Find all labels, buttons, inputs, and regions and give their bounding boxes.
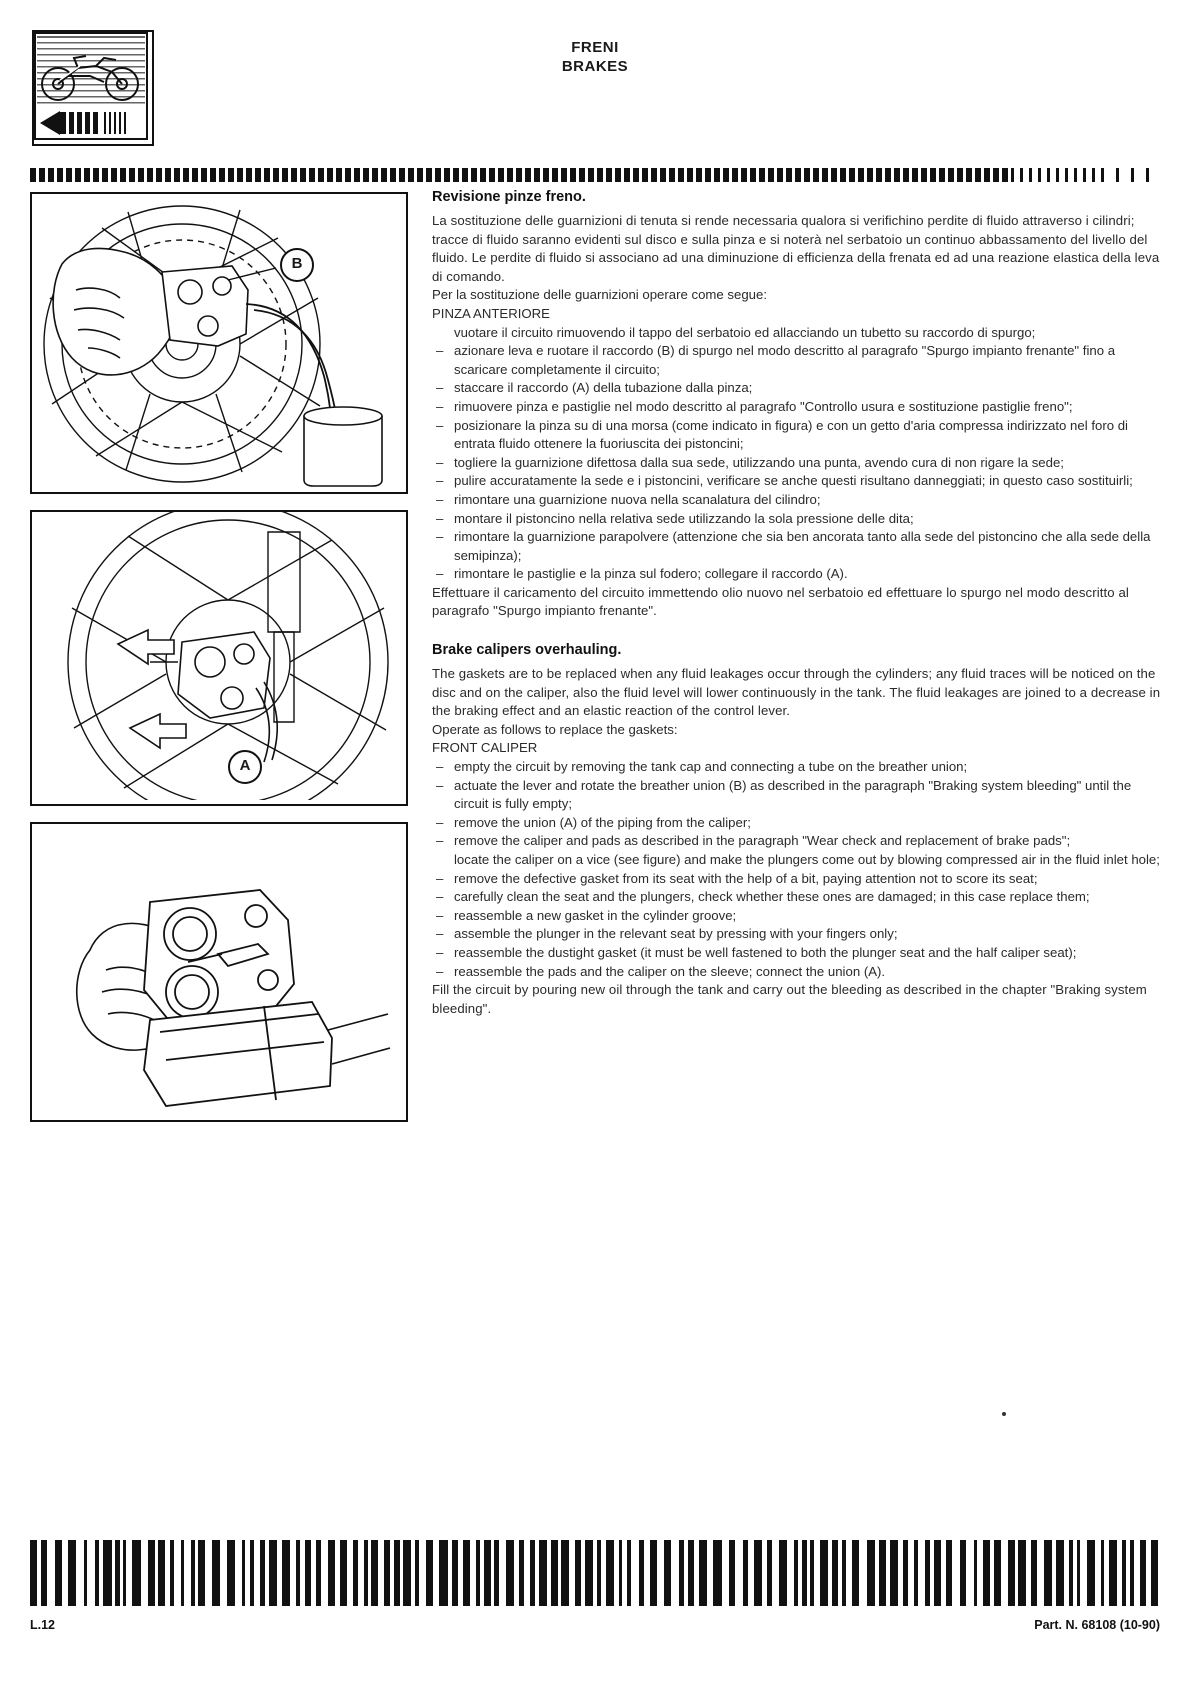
italian-section-title: Revisione pinze freno. bbox=[432, 189, 586, 205]
step-item bbox=[432, 888, 1162, 907]
step-text: carefully clean the seat and the plungers, check whether these ones are damaged; in this case replace them; bbox=[454, 889, 1090, 905]
step-dash: – bbox=[436, 777, 444, 793]
step-dash: – bbox=[436, 491, 444, 507]
step-item bbox=[432, 832, 1162, 851]
step-item bbox=[432, 324, 1162, 343]
step-item bbox=[432, 342, 1162, 379]
header-divider bbox=[30, 168, 1160, 182]
step-dash: – bbox=[436, 907, 444, 923]
caliper-bleeder-union-figure bbox=[30, 192, 408, 494]
page-title-english: BRAKES bbox=[561, 58, 629, 75]
italian-step-list bbox=[432, 324, 1162, 584]
english-step-list bbox=[432, 758, 1162, 981]
print-mark bbox=[1002, 1412, 1006, 1416]
step-dash: – bbox=[436, 889, 444, 905]
step-text: actuate the lever and rotate the breather union (B) as described in the paragraph "Braking system bleeding" until the circuit is fully empty; bbox=[454, 777, 1132, 812]
english-closing-paragraph: Fill the circuit by pouring new oil through the tank and carry out the bleeding as described in the chapter "Braking system bleeding". bbox=[432, 982, 1147, 1016]
italian-operate-line: Per la sostituzione delle guarnizioni operare come segue: bbox=[432, 287, 768, 303]
step-text: montare il pistoncino nella relativa sede utilizzando la sola pressione delle dita; bbox=[454, 510, 914, 526]
figure-column bbox=[30, 192, 408, 1138]
step-item bbox=[432, 491, 1162, 510]
step-dash: – bbox=[436, 454, 444, 470]
footer-barcode bbox=[30, 1540, 1158, 1606]
italian-closing-paragraph: Effettuare il caricamento del circuito immettendo olio nuovo nel serbatoio ed effettuare lo spurgo nel modo descritto al paragrafo "Spurgo impianto frenante". bbox=[432, 584, 1129, 619]
part-number: Part. N. 68108 (10-90) bbox=[1034, 1618, 1160, 1632]
step-text: rimontare le pastiglie e la pinza sul fodero; collegare il raccordo (A). bbox=[454, 566, 848, 582]
step-dash: – bbox=[436, 529, 444, 545]
step-dash: – bbox=[436, 398, 444, 414]
step-dash: – bbox=[436, 926, 444, 942]
step-text: pulire accuratamente la sede e i pistoncini, verificare se anche questi risultano danneggiati; in questo caso sostituirli; bbox=[454, 473, 1133, 489]
step-item bbox=[432, 398, 1162, 417]
step-text: rimontare la guarnizione parapolvere (attenzione che sia ben ancorata tanto alla sede del pistoncino che alla sede della semipinza); bbox=[454, 529, 1151, 563]
step-item bbox=[432, 870, 1162, 889]
step-text: assemble the plunger in the relevant seat by pressing with your fingers only; bbox=[454, 926, 898, 942]
step-text: remove the defective gasket from its seat with the help of a bit, paying attention not to score its seat; bbox=[454, 870, 1038, 886]
italian-front-caliper-subhead: PINZA ANTERIORE bbox=[432, 305, 550, 321]
page-number: L.12 bbox=[30, 1618, 56, 1632]
step-item bbox=[432, 528, 1162, 565]
step-item bbox=[432, 925, 1162, 944]
figure-callout-b: B bbox=[280, 248, 314, 282]
text-column bbox=[432, 188, 1162, 1018]
step-text: posizionare la pinza su di una morsa (come indicato in figura) e con un getto d'aria compressa indirizzato nel foro di entrata fluido ottenere la fuoriuscita dei pistoncini; bbox=[454, 417, 1128, 452]
step-item bbox=[432, 944, 1162, 963]
step-text: locate the caliper on a vice (see figure) and make the plungers come out by blowing compressed air in the fluid inlet hole; bbox=[454, 852, 1160, 867]
italian-intro-paragraph: La sostituzione delle guarnizioni di tenuta si rende necessaria qualora si verifichino perdite di fluido attraverso i cilindri; tracce di fluido saranno evidenti sul disco e sulla pinza e si noterà nel serbatoio un continuo abbassamento del livello del fluido. Le perdite di fluido si associano ad una diminuzione di efficienza della frenata ed ad una reazione elastica della leva di comando. bbox=[432, 213, 1160, 284]
step-item bbox=[432, 510, 1162, 529]
step-text: empty the circuit by removing the tank cap and connecting a tube on the breather union; bbox=[454, 759, 968, 775]
english-operate-line: Operate as follows to replace the gaskets: bbox=[432, 721, 678, 737]
step-dash: – bbox=[436, 814, 444, 830]
step-text: rimontare una guarnizione nuova nella scanalatura del cilindro; bbox=[454, 491, 821, 507]
step-dash: – bbox=[436, 759, 444, 775]
step-item bbox=[432, 379, 1162, 398]
english-front-caliper-subhead: FRONT CALIPER bbox=[432, 740, 538, 756]
caliper-in-vice-figure bbox=[30, 822, 408, 1122]
english-section-title: Brake calipers overhauling. bbox=[432, 642, 622, 659]
step-item bbox=[432, 758, 1162, 777]
step-dash: – bbox=[436, 417, 444, 433]
step-text: vuotare il circuito rimuovendo il tappo del serbatoio ed allacciando un tubetto su raccordo di spurgo; bbox=[454, 324, 1036, 340]
step-text: staccare il raccordo (A) della tubazione dalla pinza; bbox=[454, 380, 753, 396]
step-dash: – bbox=[436, 510, 444, 526]
page-header bbox=[0, 26, 1190, 146]
step-dash: – bbox=[436, 473, 444, 489]
step-text: reassemble the pads and the caliper on the sleeve; connect the union (A). bbox=[454, 963, 886, 979]
step-dash: – bbox=[436, 963, 444, 979]
step-dash: – bbox=[436, 833, 444, 849]
step-item bbox=[432, 907, 1162, 926]
step-item bbox=[432, 963, 1162, 982]
step-item bbox=[432, 417, 1162, 454]
step-text: reassemble the dustight gasket (it must be well fastened to both the plunger seat and the half caliper seat); bbox=[454, 944, 1077, 960]
step-dash: – bbox=[436, 380, 444, 396]
step-text: rimuovere pinza e pastiglie nel modo descritto al paragrafo "Controllo usura e sostituzione pastiglie freno"; bbox=[454, 398, 1073, 414]
step-item bbox=[432, 851, 1162, 870]
english-intro-paragraph: The gaskets are to be replaced when any fluid leakages occur through the cylinders; any fluid traces will be noticed on the disc and on the caliper, also the fluid level will lower continuously in the tank. The fluid leakages are joined to a decrease in the braking effect and an elastic reaction of the control lever. bbox=[432, 666, 1161, 719]
step-item bbox=[432, 454, 1162, 473]
step-text: togliere la guarnizione difettosa dalla sua sede, utilizzando una punta, avendo cura di non rigare la sede; bbox=[454, 454, 1064, 470]
step-item bbox=[432, 777, 1162, 814]
step-dash: – bbox=[436, 566, 444, 582]
page-title-italian: FRENI bbox=[571, 39, 619, 56]
step-text: reassemble a new gasket in the cylinder groove; bbox=[454, 907, 737, 923]
step-text: azionare leva e ruotare il raccordo (B) di spurgo nel modo descritto al paragrafo "Spurgo impianto frenante" fino a scaricare completamente il circuito; bbox=[454, 343, 1116, 377]
figure-callout-a: A bbox=[228, 750, 262, 784]
step-text: remove the caliper and pads as described in the paragraph "Wear check and replacement of brake pads"; bbox=[454, 833, 1071, 849]
page-title bbox=[0, 38, 1190, 76]
step-dash: – bbox=[436, 944, 444, 960]
step-dash: – bbox=[436, 343, 444, 359]
step-item bbox=[432, 472, 1162, 491]
step-item bbox=[432, 814, 1162, 833]
step-item bbox=[432, 565, 1162, 584]
step-text: remove the union (A) of the piping from the caliper; bbox=[454, 814, 751, 830]
step-dash: – bbox=[436, 870, 444, 886]
caliper-union-figure bbox=[30, 510, 408, 806]
